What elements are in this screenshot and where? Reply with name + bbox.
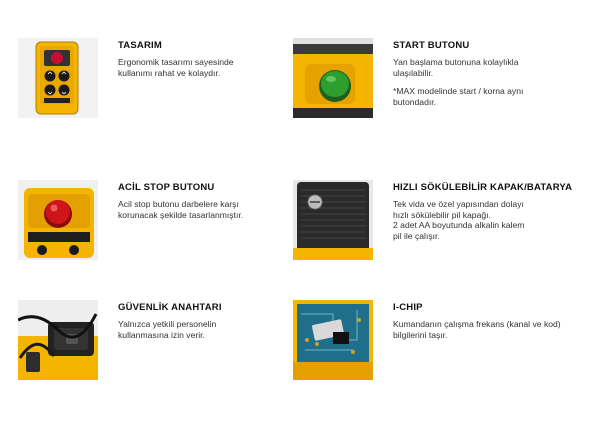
remote-control-icon [18, 38, 98, 118]
feature-text [393, 302, 578, 340]
feature-kapak-batarya [293, 180, 573, 270]
safety-key-icon [18, 300, 98, 380]
feature-start [293, 38, 573, 128]
feature-tasarim [18, 38, 298, 128]
green-start-button-icon [293, 38, 373, 118]
feature-note: *MAX modelinde start / korna aynı butondadır. [393, 86, 524, 107]
feature-description: Yalnızca yetkili personelin kullanmasına izin verir. [118, 319, 217, 340]
feature-text [118, 302, 303, 340]
feature-text [393, 182, 578, 241]
emergency-stop-button-icon [18, 180, 98, 260]
feature-description: Kumandanın çalışma frekans (kanal ve kod) bilgilerini taşır. [393, 319, 561, 340]
feature-guvenlik-anahtari [18, 300, 298, 390]
battery-cover-screw-icon [293, 180, 373, 260]
feature-text [393, 40, 578, 107]
feature-title: I-CHIP [393, 302, 423, 313]
feature-title: ACİL STOP BUTONU [118, 182, 215, 193]
feature-title: START BUTONU [393, 40, 470, 51]
feature-title: HIZLI SÖKÜLEBİLİR KAPAK/BATARYA [393, 182, 573, 193]
circuit-chip-icon [293, 300, 373, 380]
feature-text [118, 182, 303, 220]
feature-description: Ergonomik tasarımı sayesinde kullanımı rahat ve kolaydır. [118, 57, 234, 78]
feature-description: Acil stop butonu darbelere karşı korunacak şekilde tasarlanmıştır. [118, 199, 244, 220]
feature-description: Tek vida ve özel yapısından dolayı hızlı sökülebilir pil kapağı. 2 adet AA boyutunda alkalin kalem pil ile çalışır. [393, 199, 525, 241]
feature-text [118, 40, 303, 78]
feature-title: GÜVENLİK ANAHTARI [118, 302, 222, 313]
feature-title: TASARIM [118, 40, 162, 51]
feature-description: Yan başlama butonuna kolaylıkla ulaşılabilir. [393, 57, 519, 78]
feature-acil-stop [18, 180, 298, 270]
feature-i-chip [293, 300, 573, 390]
